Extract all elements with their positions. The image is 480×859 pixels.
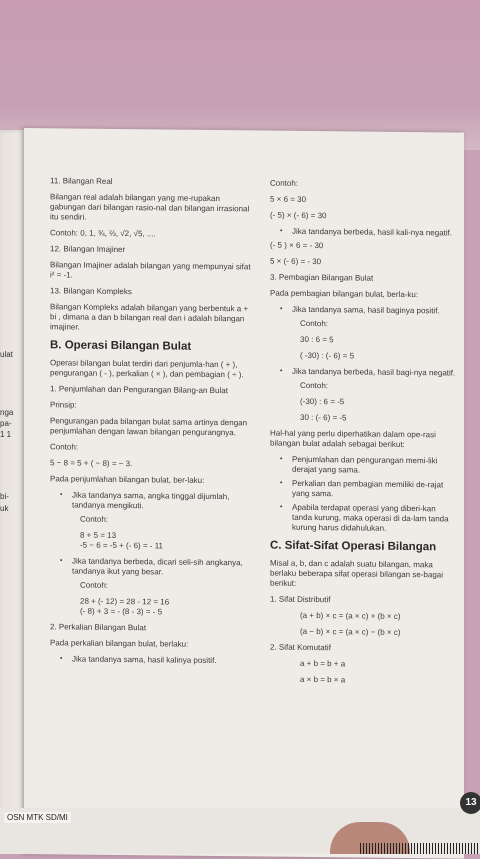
section-b-heading: B. Operasi Bilangan Bulat — [50, 339, 192, 353]
subsection-b3-desc: Pada pembagian bilangan bulat, berla-ku: — [270, 288, 419, 300]
equation: (- 5) × (- 6) = 30 — [270, 210, 327, 221]
margin-text: ulat — [0, 350, 13, 359]
contoh-label: Contoh: — [50, 442, 79, 452]
equation: 30 : 6 = 5 — [300, 334, 334, 345]
equation: 8 + 5 = 13 — [80, 530, 117, 540]
footer-label: OSN MTK SD/MI — [4, 812, 71, 823]
margin-text: nga — [0, 408, 14, 417]
item-11-title: 11. Bilangan Real — [50, 176, 113, 186]
bullet-point: • Apabila terdapat operasi yang diberi-kan tanda kurung, maka operasi di da-lam tanda kurung harus didahulukan. — [270, 503, 456, 535]
subsection-b2-desc: Pada perkalian bilangan bulat, berlaku: — [50, 638, 189, 649]
item-13-title: 13. Bilangan Kompleks — [50, 286, 132, 297]
subsection-b3-title: 3. Pembagian Bilangan Bulat — [270, 272, 374, 283]
item-12-title: 12. Bilangan Imajiner — [50, 244, 126, 255]
bullet-point: • Jika tandanya sama, hasil kalinya positif. — [50, 654, 255, 666]
notes-intro: Hal-hal yang perlu diperhatikan dalam ope-rasi bilangan bulat adalah sebagai berikut: — [270, 428, 436, 449]
item-13-desc: Bilangan Kompleks adalah bilangan yang berbentuk a + bi , dimana a dan b bilangan real dan i adalah bilangan imajiner. — [50, 302, 249, 332]
section-b-intro: Operasi bilangan bulat terdiri dari penjumla-han ( + ), pengurangan ( - ), perkalian ( × ), dan pembagian ( ÷ ). — [50, 358, 244, 380]
contoh-label: Contoh: — [80, 580, 109, 590]
item-11-desc: Bilangan real adalah bilangan yang me-rupakan gabungan dari bilangan rasio-nal dan bilangan irrasional itu sendiri. — [50, 192, 250, 222]
bullet-point: • Penjumlahan dan pengurangan memi-liki derajat yang sama. — [270, 455, 456, 477]
equation: (a − b) × c = (a × c) − (b × c) — [300, 626, 401, 637]
equation: 5 − 8 = 5 + ( − 8) = − 3. — [50, 458, 133, 469]
margin-text: pa- — [0, 419, 12, 428]
contoh-label: Contoh: — [270, 178, 299, 188]
equation: ( -30) : (- 6) = 5 — [300, 350, 355, 361]
contoh-label: Contoh: — [80, 514, 109, 524]
equation: -5 − 6 = -5 + (- 6) = - 11 — [80, 540, 163, 551]
equation: (- 5 ) × 6 = - 30 — [270, 240, 324, 251]
bullet-point: • Jika tandanya sama, angka tinggal dijumlah, tandanya mengikuti. — [50, 490, 255, 512]
page-edge-pattern — [360, 843, 480, 854]
rule-intro: Pada penjumlahan bilangan bulat, ber-laku: — [50, 474, 205, 485]
contoh-label: Contoh: — [300, 380, 329, 391]
subsection-b2-title: 2. Perkalian Bilangan Bulat — [50, 622, 147, 633]
bullet-point: • Jika tandanya berbeda, hasil kali-nya negatif. — [270, 227, 456, 239]
equation: 5 × (- 6) = - 30 — [270, 256, 322, 267]
margin-text: bi- — [0, 492, 9, 501]
subsection-b1-title: 1. Penjumlahan dan Pengurangan Bilang-an Bulat — [50, 384, 228, 396]
equation: 5 × 6 = 30 — [270, 194, 307, 204]
equation: a + b = b + a — [300, 658, 346, 669]
item-11-example: Contoh: 0, 1, ¾, ⅔, √2, √5, .... — [50, 228, 156, 239]
bullet-point: • Jika tandanya berbeda, dicari seli-sih angkanya, tandanya ikut yang besar. — [50, 556, 255, 578]
bullet-point: • Perkalian dan pembagian memiliki de-rajat yang sama. — [270, 479, 456, 501]
prinsip-desc: Pengurangan pada bilangan bulat sama artinya dengan penjumlahan dengan lawan bilangan pengurangnya. — [50, 416, 248, 438]
contoh-label: Contoh: — [300, 318, 329, 329]
book-page — [24, 128, 464, 859]
prinsip-label: Prinsip: — [50, 400, 77, 410]
equation: 28 + (- 12) = 28 - 12 = 16 — [80, 596, 170, 607]
equation: (-30) : 6 = -5 — [300, 396, 345, 407]
page-number: 13 — [460, 792, 480, 814]
subsection-c2-title: 2. Sifat Komutatif — [270, 642, 331, 653]
equation: (- 8) + 3 = - (8 - 3) = - 5 — [80, 606, 163, 617]
left-column — [50, 176, 255, 670]
equation: (a + b) × c = (a × c) + (b × c) — [300, 610, 401, 621]
subsection-c1-title: 1. Sifat Distributif — [270, 594, 331, 605]
section-c-heading: C. Sifat-Sifat Operasi Bilangan — [270, 539, 437, 554]
right-column — [270, 179, 456, 693]
equation: a × b = b × a — [300, 674, 346, 685]
margin-text: 1 1 — [0, 430, 12, 439]
margin-text: uk — [0, 504, 9, 513]
previous-page-edge — [0, 130, 26, 854]
background-top — [0, 0, 480, 150]
bullet-point: • Jika tandanya berbeda, hasil bagi-nya negatif. — [270, 367, 456, 379]
bullet-point: • Jika tandanya sama, hasil baginya positif. — [270, 305, 456, 317]
equation: 30 : (- 6) = -5 — [300, 412, 347, 423]
item-12-desc: Bilangan Imajiner adalah bilangan yang mempunyai sifat i² = -1. — [50, 260, 251, 280]
section-c-intro: Misal a, b, dan c adalah suatu bilangan, maka berlaku beberapa sifat operasi bilangan se-bagai berikut: — [270, 558, 444, 588]
